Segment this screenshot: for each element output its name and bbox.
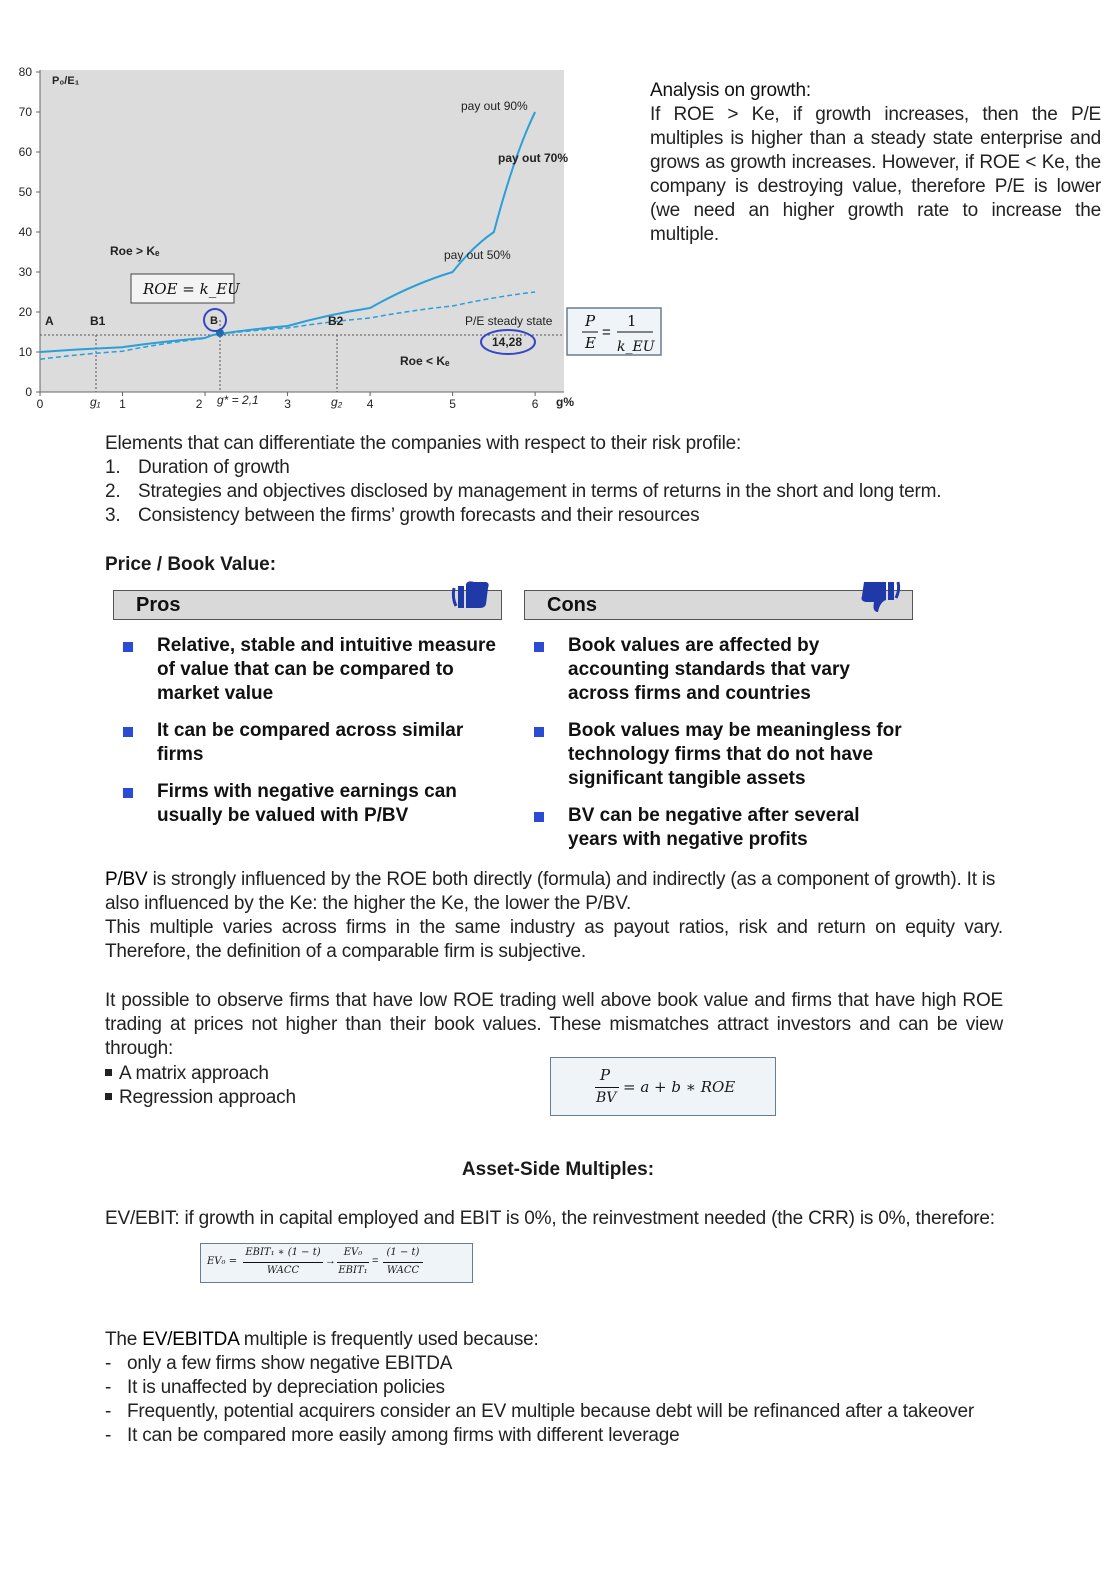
- label-roe-less: Roe < Kₑ: [400, 354, 450, 368]
- list-item: 2. Strategies and objectives disclosed by management in terms of returns in the short and long term.: [105, 481, 942, 502]
- pe-formula-rhs-den: k_EU: [617, 339, 655, 355]
- pbv-regression-formula: [550, 1057, 776, 1116]
- formula-f3-den: WACC: [386, 1265, 420, 1276]
- growth-heading: Analysis on growth:: [650, 80, 811, 101]
- list-item: - only a few firms show negative EBITDA: [105, 1353, 453, 1374]
- y-tick-label: 70: [18, 105, 32, 119]
- y-ticks: [19, 65, 40, 399]
- label-payout-70: pay out 70%: [498, 151, 569, 165]
- x-tick-label: 2: [195, 397, 203, 411]
- label-point-b2: B2: [328, 314, 344, 328]
- y-axis-label: P₀/E₁: [52, 75, 80, 87]
- x-tick-label: 1: [119, 397, 126, 411]
- formula-den: BV: [596, 1090, 617, 1106]
- formula-f3-num: (1 − t): [386, 1247, 420, 1258]
- list-item: - It is unaffected by depreciation policies: [105, 1377, 445, 1398]
- pe-formula-rhs-num: 1: [627, 312, 637, 330]
- pbv-term: P/BV: [105, 869, 148, 890]
- pbv-paragraph-2: This multiple varies across firms in the same industry as payout ratios, risk and return on equity vary. Therefore, the definition of a comparable firm is subjective.: [105, 917, 1003, 962]
- x-axis-label: g%: [556, 395, 574, 409]
- bullet: [123, 642, 133, 652]
- pe-growth-chart: [10, 62, 655, 422]
- ebitda-term: EV/EBITDA: [142, 1329, 239, 1350]
- label-steady-value: 14,28: [492, 335, 523, 349]
- pros-item: Firms with negative earnings can usually be valued with P/BV: [157, 781, 457, 826]
- pros-title: Pros: [136, 594, 181, 616]
- pbv-paragraph-1: P/BV is strongly influenced by the ROE both directly (formula) and indirectly (as a component of growth). It is also influenced by the Ke: the higher the Ke, the lower the P/BV.: [105, 869, 996, 914]
- y-tick-label: 40: [18, 225, 32, 239]
- label-roe-greater: Roe > Kₑ: [110, 244, 160, 258]
- tick-gstar: g* = 2,1: [217, 393, 259, 407]
- x-ticks: [37, 392, 539, 411]
- plot-area: [40, 70, 564, 392]
- list-item: 3. Consistency between the firms’ growth forecasts and their resources: [105, 505, 700, 526]
- ev-ebit-text: EV/EBIT: if growth in capital employed and EBIT is 0%, the reinvestment needed (the CRR) is 0%, therefore:: [105, 1208, 995, 1229]
- formula-eq: =: [372, 1255, 379, 1267]
- approach-list: [105, 1062, 296, 1110]
- thumbs-up-icon: [450, 580, 492, 612]
- pros-header: [113, 590, 502, 620]
- formula-bar: [595, 1087, 619, 1088]
- cons-item: Book values are affected by accounting standards that vary across firms and countries: [568, 635, 850, 704]
- pbv-paragraph-3: It possible to observe firms that have low ROE trading well above book value and firms that have high ROE trading at prices not higher than their book values. These mismatches attract investors and can be view through:: [105, 990, 1003, 1059]
- pe-formula-num: P: [585, 312, 596, 330]
- x-tick-label: 4: [366, 397, 374, 411]
- list-item: Regression approach: [105, 1086, 296, 1110]
- formula-num: P: [600, 1066, 611, 1084]
- bullet: [534, 642, 544, 652]
- tick-g1: g₁: [90, 395, 101, 409]
- x-tick-label: 6: [531, 397, 539, 411]
- formula-f1-den: WACC: [266, 1265, 300, 1276]
- y-tick-label: 80: [18, 65, 32, 79]
- label-steady-state: P/E steady state: [465, 314, 553, 328]
- bullet: [123, 727, 133, 737]
- growth-text: If ROE > Ke, if growth increases, then the P/E multiples is higher than a steady state enterprise and grows as growth increases. However, if ROE < Ke, the company is destroying value, therefore P/E is lower (we need an higher growth rate to increase the multiple.: [650, 104, 1101, 245]
- y-tick-label: 60: [18, 145, 32, 159]
- label-point-b: B: [210, 315, 218, 327]
- x-tick-label: 3: [284, 397, 291, 411]
- bullet: [534, 812, 544, 822]
- pros-item: It can be compared across similar firms: [157, 720, 464, 765]
- formula-f1-num: EBIT₁ ∗ (1 − t): [245, 1247, 321, 1258]
- ebitda-reasons: [105, 1352, 1095, 1448]
- pbv-heading: Price / Book Value:: [105, 554, 277, 575]
- thumbs-down-icon: [858, 580, 902, 614]
- cons-item: BV can be negative after several years with negative profits: [568, 805, 860, 850]
- y-tick-label: 10: [18, 345, 32, 359]
- formula-f2-num: EV₀: [343, 1247, 363, 1258]
- formula-arrow: →: [325, 1255, 336, 1267]
- tick-g2: g₂: [331, 395, 343, 409]
- ev-ebit-formula: [200, 1243, 473, 1283]
- y-tick-label: 50: [18, 185, 32, 199]
- label-point-b1: B1: [90, 314, 106, 328]
- y-tick-label: 20: [18, 305, 32, 319]
- cons-header: [524, 590, 913, 620]
- label-payout-90: pay out 90%: [461, 99, 528, 113]
- y-tick-label: 30: [18, 265, 32, 279]
- ebitda-intro: The EV/EBITDA multiple is frequently used because:: [105, 1329, 539, 1350]
- bullet: [123, 788, 133, 798]
- x-tick-label: 0: [36, 397, 44, 411]
- formula-lhs: EV₀ =: [207, 1256, 238, 1267]
- label-payout-50: pay out 50%: [444, 248, 511, 262]
- y-tick-label: 0: [25, 385, 32, 399]
- pe-formula-eq: =: [602, 324, 611, 341]
- formula-rhs: = a + b ∗ ROE: [623, 1078, 736, 1096]
- pe-formula-den: E: [585, 334, 596, 352]
- roe-eq-text: ROE = k_EU: [143, 280, 240, 298]
- cons-item: Book values may be meaningless for technology firms that do not have significant tangible assets: [568, 720, 902, 789]
- list-item: A matrix approach: [105, 1062, 296, 1086]
- asset-heading: Asset-Side Multiples:: [461, 1159, 655, 1180]
- chart-svg: [10, 62, 670, 422]
- pros-item: Relative, stable and intuitive measure of value that can be compared to market value: [157, 635, 496, 704]
- list-item: - Frequently, potential acquirers consider an EV multiple because debt will be refinanced after a takeover: [105, 1401, 975, 1422]
- bullet: [534, 727, 544, 737]
- risk-intro: Elements that can differentiate the companies with respect to their risk profile:: [105, 433, 742, 454]
- x-tick-label: 5: [449, 397, 456, 411]
- label-point-a: A: [45, 314, 54, 328]
- list-item: - It can be compared more easily among firms with different leverage: [105, 1425, 680, 1446]
- list-item: 1. Duration of growth: [105, 457, 290, 478]
- formula-f2-den: EBIT₁: [338, 1265, 368, 1276]
- cons-title: Cons: [547, 594, 597, 616]
- risk-list: [105, 456, 1095, 528]
